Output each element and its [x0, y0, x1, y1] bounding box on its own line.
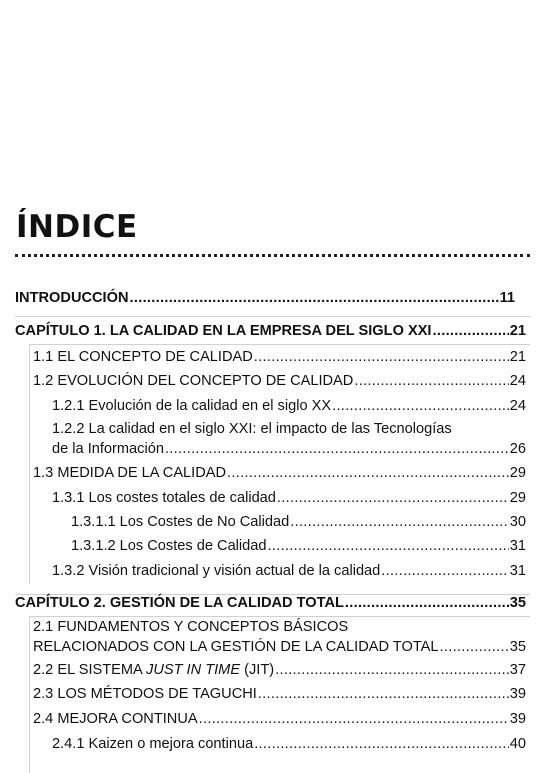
separator [30, 616, 530, 617]
toc-entry[interactable] [33, 619, 526, 659]
toc-entry-label: 2.4.1 Kaizen o mejora continua [52, 736, 254, 752]
toc-entry[interactable] [33, 465, 526, 482]
toc-entry-page: 29 [509, 490, 526, 506]
toc-entry-page: 31 [509, 563, 526, 579]
toc-entry-label: CAPÍTULO 2. GESTIÓN DE LA CALIDAD TOTAL [15, 595, 344, 611]
toc-entry-label: CAPÍTULO 1. LA CALIDAD EN LA EMPRESA DEL SIGLO XXI [15, 323, 432, 339]
toc-entry-page: 40 [509, 736, 526, 752]
toc-entry-label-line2: RELACIONADOS CON LA GESTIÓN DE LA CALIDAD TOTAL [33, 639, 439, 655]
dot-leader [345, 595, 509, 612]
toc-entry-label: 2.3 LOS MÉTODOS DE TAGUCHI [33, 686, 257, 702]
toc-entry[interactable] [15, 323, 526, 340]
dot-leader [290, 514, 509, 531]
toc-entry-label-line1: 2.1 FUNDAMENTOS Y CONCEPTOS BÁSICOS [33, 619, 349, 635]
toc-entry-label: 1.3.2 Visión tradicional y visión actual de la calidad [52, 563, 381, 579]
toc-entry-label-line2: de la Información [52, 441, 164, 457]
dot-leader [227, 465, 509, 482]
dot-leader [165, 441, 509, 458]
dot-leader [381, 563, 508, 580]
toc-entry-label-italic: JUST IN TIME [146, 662, 241, 678]
toc-entry-page: 26 [509, 441, 526, 457]
toc-entry-page: 37 [509, 662, 526, 678]
dot-leader [199, 711, 509, 728]
dot-leader [258, 686, 509, 703]
toc-entry[interactable] [52, 398, 526, 415]
toc-entry-page: 35 [509, 639, 526, 655]
separator [30, 344, 530, 345]
toc-entry-page: 39 [509, 686, 526, 702]
toc-entry-page: 21 [509, 349, 526, 365]
toc-entry-label: 1.1 EL CONCEPTO DE CALIDAD [33, 349, 253, 365]
dot-leader [433, 323, 509, 340]
toc-entry[interactable] [15, 595, 526, 612]
separator [29, 344, 30, 584]
dot-leader [130, 290, 499, 307]
toc-entry[interactable] [15, 290, 515, 307]
toc-entry-label: 1.2.1 Evolución de la calidad en el siglo XX [52, 398, 332, 414]
toc-entry-label-pre: 2.2 EL SISTEMA [33, 662, 147, 678]
dot-leader [440, 639, 509, 656]
toc-entry-label: INTRODUCCIÓN [15, 290, 129, 306]
separator [15, 316, 530, 317]
toc-entry-page: 31 [509, 538, 526, 554]
toc-entry-page: 11 [499, 290, 515, 306]
toc-entry[interactable] [52, 421, 526, 461]
dot-leader [275, 662, 509, 679]
dot-leader [268, 538, 509, 555]
toc-entry[interactable] [71, 514, 526, 531]
dot-leader [254, 736, 509, 753]
toc-entry-label: 1.2 EVOLUCIÓN DEL CONCEPTO DE CALIDAD [33, 373, 354, 389]
toc-entry-page: 35 [509, 595, 526, 611]
toc-entry-page: 29 [509, 465, 526, 481]
toc-entry-page: 39 [509, 711, 526, 727]
page-title: ÍNDICE [16, 209, 138, 245]
toc-entry[interactable] [33, 711, 526, 728]
toc-entry[interactable] [52, 490, 526, 507]
dot-leader [254, 349, 509, 366]
separator [29, 616, 30, 773]
title-dotted-rule [15, 254, 530, 257]
toc-entry[interactable] [33, 686, 526, 703]
dot-leader [332, 398, 509, 415]
toc-entry[interactable] [33, 373, 526, 390]
toc-entry-page: 24 [509, 398, 526, 414]
toc-entry-label: 1.3.1.1 Los Costes de No Calidad [71, 514, 290, 530]
toc-entry-page: 24 [509, 373, 526, 389]
toc-entry[interactable] [71, 538, 526, 555]
toc-entry-label-line1: 1.2.2 La calidad en el siglo XXI: el impacto de las Tecnologías [52, 421, 452, 437]
toc-entry-label: 2.4 MEJORA CONTINUA [33, 711, 198, 727]
toc-entry[interactable] [52, 736, 526, 753]
toc-entry[interactable] [33, 349, 526, 366]
toc-entry-label: 1.3.1 Los costes totales de calidad [52, 490, 276, 506]
toc-entry[interactable] [52, 563, 526, 580]
toc-entry[interactable] [33, 662, 526, 679]
dot-leader [354, 373, 508, 390]
toc-entry-label [33, 662, 274, 679]
toc-entry-label-post: (JIT) [240, 662, 275, 678]
toc-entry-label: 1.3 MEDIDA DE LA CALIDAD [33, 465, 227, 481]
toc-entry-page: 21 [509, 323, 526, 339]
toc-entry-label: 1.3.1.2 Los Costes de Calidad [71, 538, 267, 554]
dot-leader [277, 490, 509, 507]
toc-entry-page: 30 [509, 514, 526, 530]
